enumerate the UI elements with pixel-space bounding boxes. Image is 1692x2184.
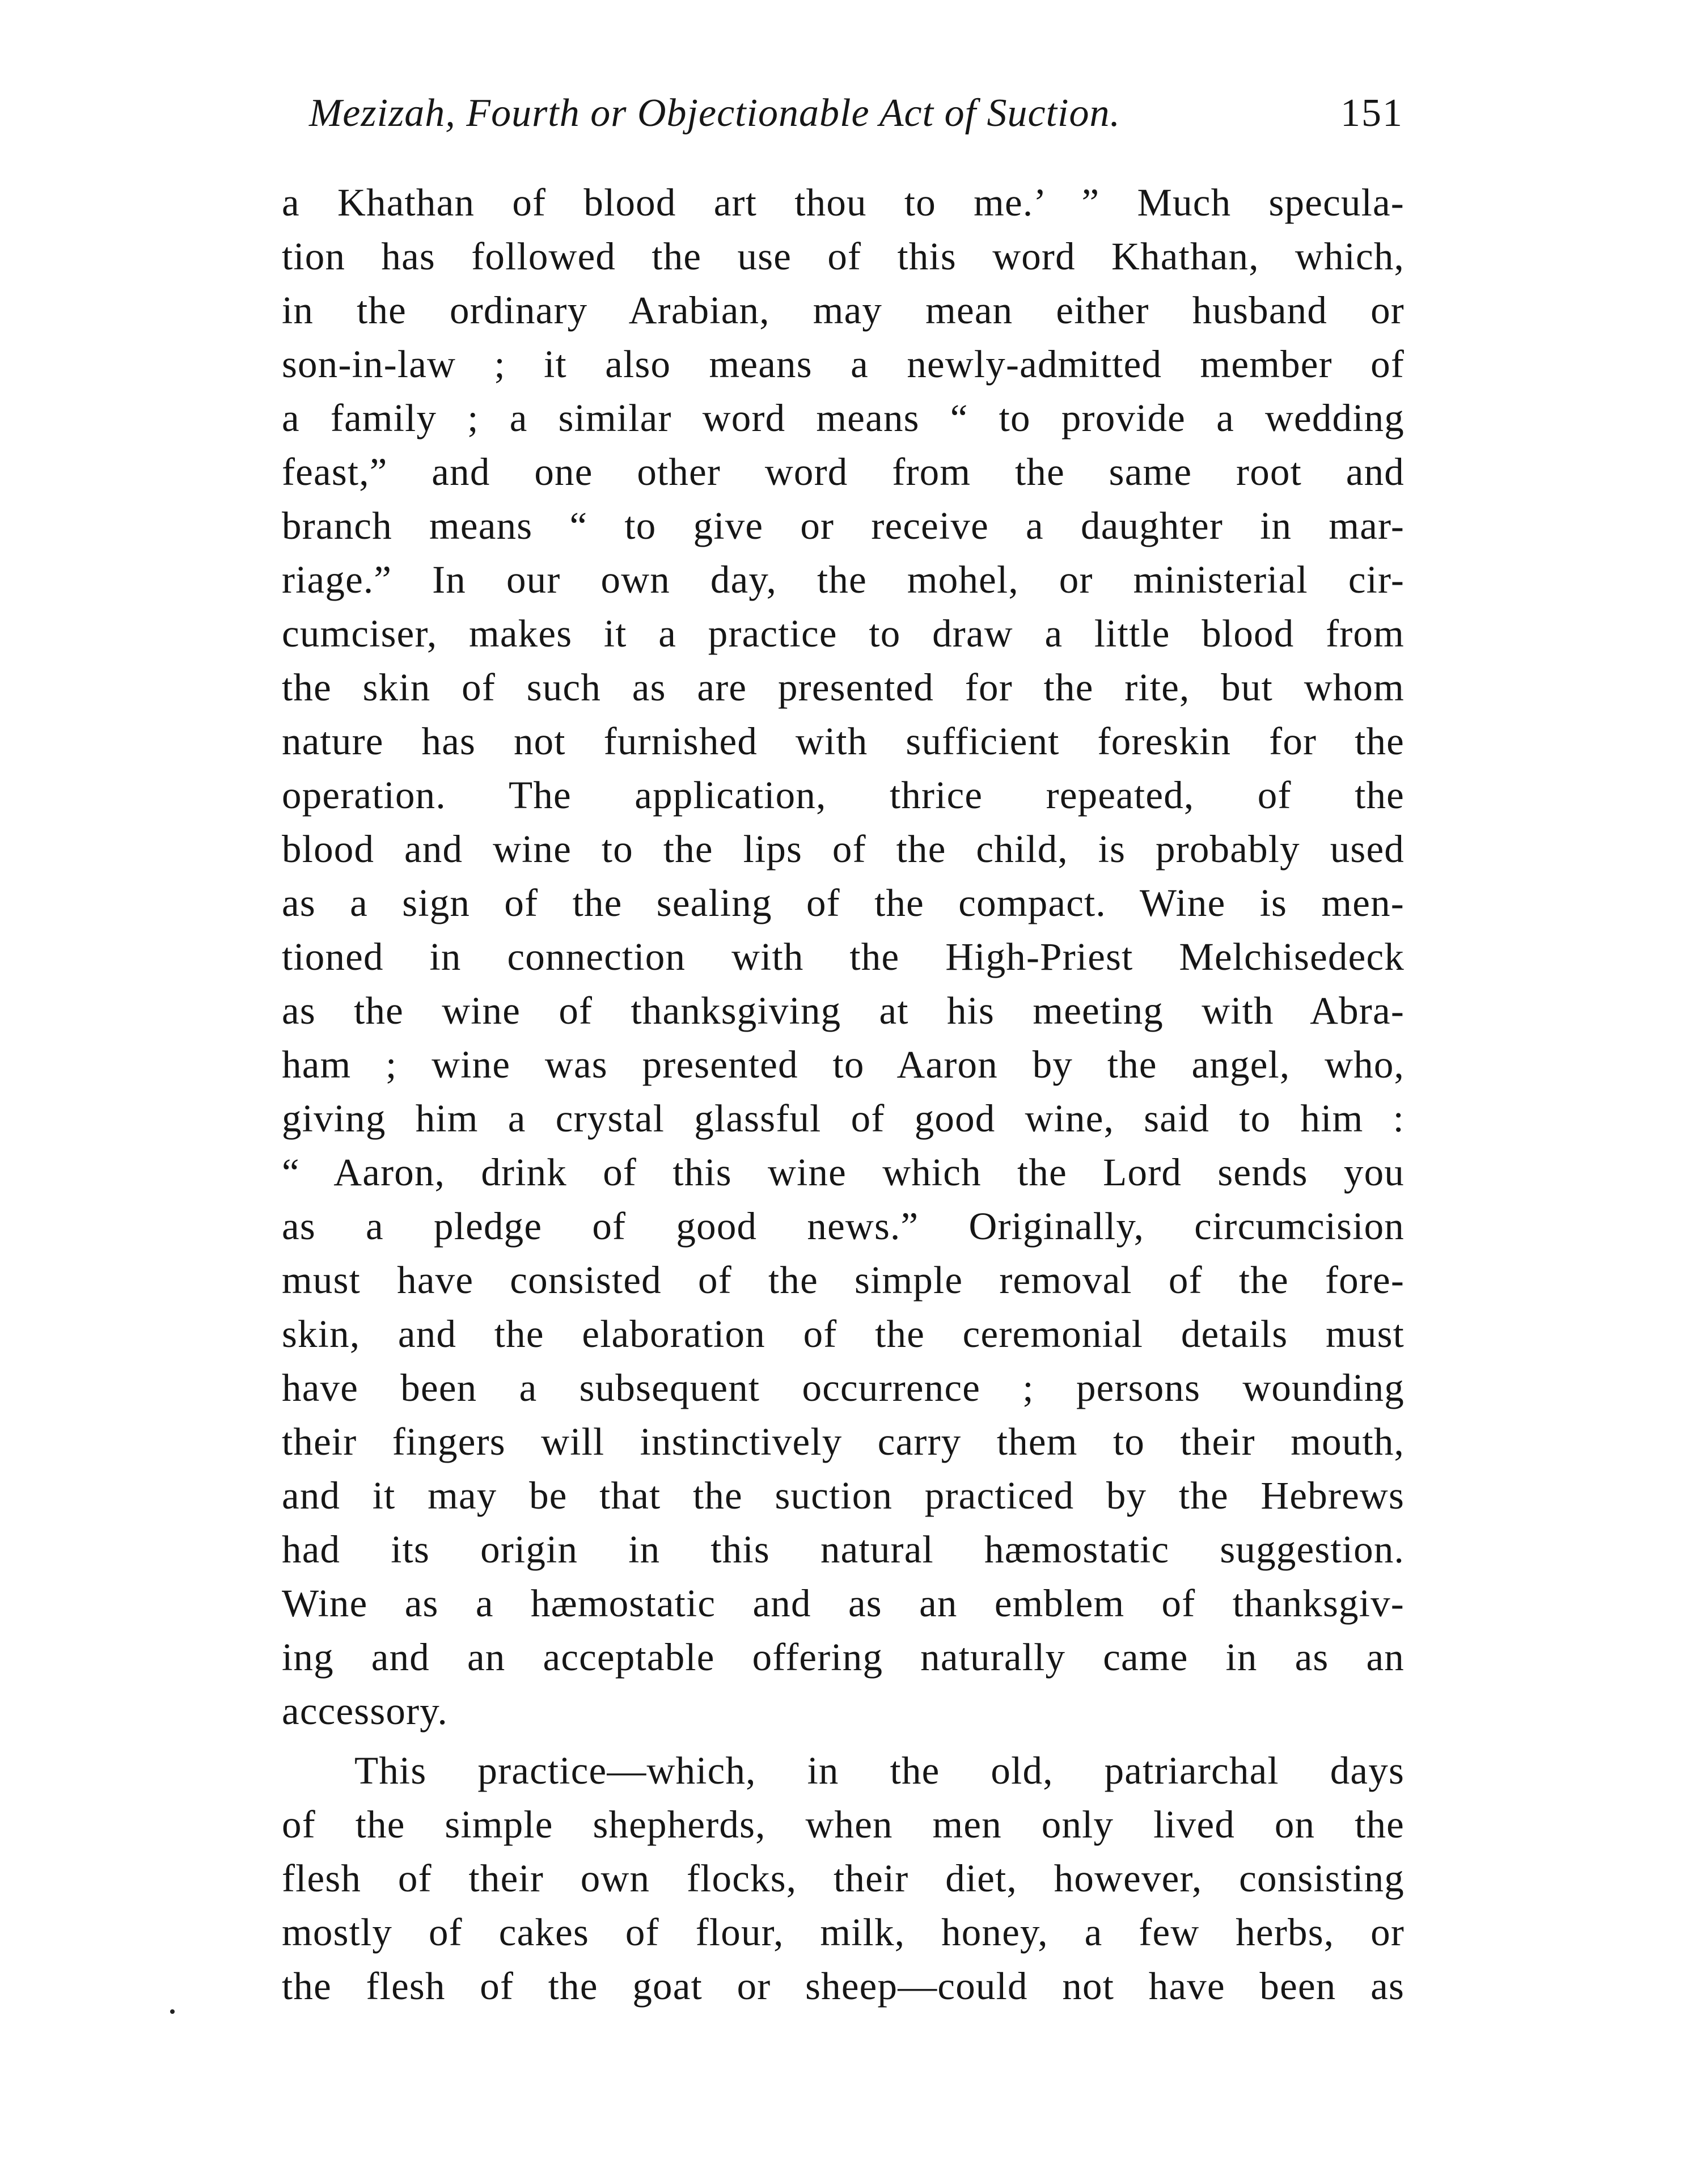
text-line: the flesh of the goat or sheep—could not have been as [282, 1965, 1405, 2008]
text-line: tion has followed the use of this word Khathan, which, [282, 235, 1405, 278]
text-line: Wine as a hæmostatic and as an emblem of thanksgiv- [282, 1582, 1405, 1625]
text-line: cumciser, makes it a practice to draw a little blood from [282, 612, 1405, 655]
text-line: ham ; wine was presented to Aaron by the angel, who, [282, 1043, 1405, 1086]
text-line: tioned in connection with the High-Priest Melchisedeck [282, 935, 1405, 978]
text-line: a Khathan of blood art thou to me.’ ” Much specula- [282, 181, 1405, 224]
text-line: mostly of cakes of flour, milk, honey, a few herbs, or [282, 1911, 1405, 1954]
text-line: and it may be that the suction practiced by the Hebrews [282, 1474, 1405, 1517]
text-line: as a pledge of good news.” Originally, circumcision [282, 1205, 1405, 1248]
paragraph-1 [282, 176, 1405, 1738]
text-line: ing and an acceptable offering naturally came in as an [282, 1636, 1405, 1679]
page-number: 151 [1340, 91, 1403, 135]
text-line: This practice—which, in the old, patriarchal days [354, 1749, 1405, 1792]
text-line: flesh of their own flocks, their diet, however, consisting [282, 1857, 1405, 1900]
text-line: had its origin in this natural hæmostatic suggestion. [282, 1528, 1405, 1571]
text-line: giving him a crystal glassful of good wine, said to him : [282, 1097, 1405, 1140]
text-line: “ Aaron, drink of this wine which the Lord sends you [282, 1151, 1405, 1194]
text-line: son-in-law ; it also means a newly-admitted member of [282, 343, 1405, 386]
running-title: Mezizah, Fourth or Objectionable Act of Suction. [309, 91, 1120, 135]
running-head [309, 79, 1403, 147]
text-line: branch means “ to give or receive a daughter in mar- [282, 504, 1405, 547]
body-text [282, 176, 1405, 2013]
text-line: blood and wine to the lips of the child, is probably used [282, 827, 1405, 871]
text-line: nature has not furnished with sufficient foreskin for the [282, 720, 1405, 763]
text-line: skin, and the elaboration of the ceremonial details must [282, 1312, 1405, 1355]
text-line: have been a subsequent occurrence ; persons wounding [282, 1366, 1405, 1409]
text-line: must have consisted of the simple removal of the fore- [282, 1258, 1405, 1302]
text-line: riage.” In our own day, the mohel, or ministerial cir- [282, 558, 1405, 601]
stray-ink-dot [170, 2009, 175, 2014]
text-line: of the simple shepherds, when men only lived on the [282, 1803, 1405, 1846]
text-line: their fingers will instinctively carry them to their mouth, [282, 1420, 1405, 1463]
text-line: as the wine of thanksgiving at his meeting with Abra- [282, 989, 1405, 1032]
text-line: in the ordinary Arabian, may mean either husband or [282, 289, 1405, 332]
text-line: the skin of such as are presented for the rite, but whom [282, 666, 1405, 709]
text-line: a family ; a similar word means “ to provide a wedding [282, 396, 1405, 440]
text-line: accessory. [282, 1689, 448, 1733]
text-line: feast,” and one other word from the same root and [282, 450, 1405, 493]
text-line: as a sign of the sealing of the compact. Wine is men- [282, 881, 1405, 924]
paragraph-2 [282, 1744, 1405, 2013]
text-line: operation. The application, thrice repeated, of the [282, 774, 1405, 817]
